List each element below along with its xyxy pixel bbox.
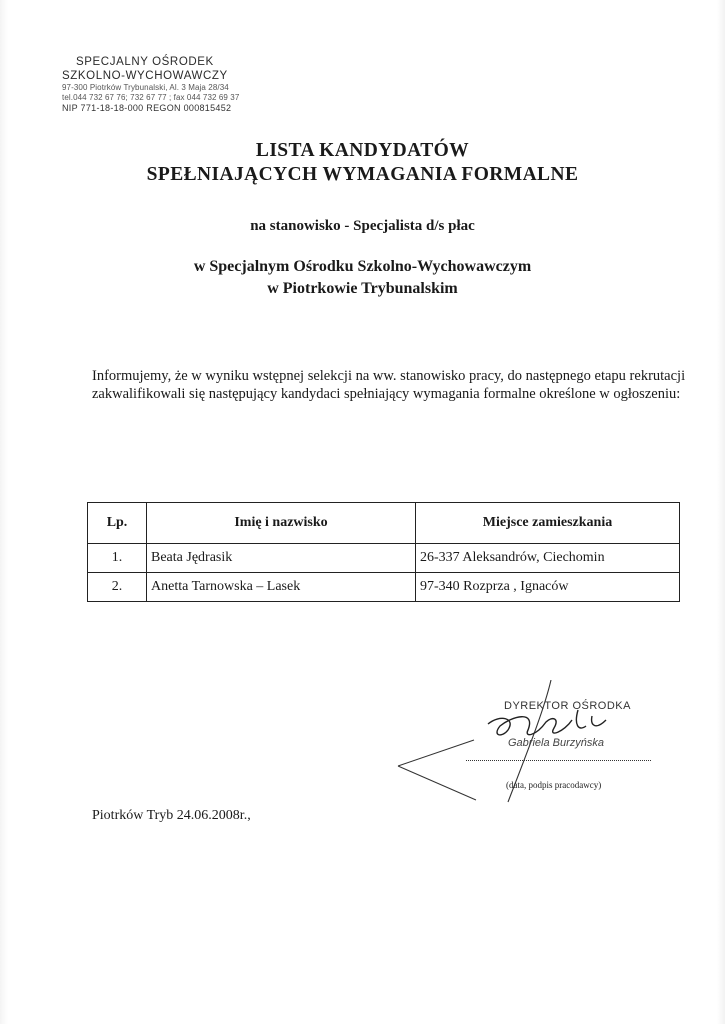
row-place: 97-340 Rozprza , Ignaców bbox=[416, 573, 680, 602]
stamp-ids: NIP 771-18-18-000 REGON 000815452 bbox=[62, 103, 232, 113]
header-place: Miejsce zamieszkania bbox=[416, 503, 680, 544]
signature-title: DYREKTOR OŚRODKA bbox=[504, 700, 631, 712]
table-row bbox=[88, 573, 680, 602]
header-lp: Lp. bbox=[88, 503, 147, 544]
signature-name: Gabriela Burzyńska bbox=[508, 737, 604, 749]
signature-block bbox=[396, 680, 696, 810]
table-row bbox=[88, 544, 680, 573]
institution-line-2: w Piotrkowie Trybunalskim bbox=[267, 280, 458, 297]
row-lp: 1. bbox=[88, 544, 147, 573]
intro-paragraph: Informujemy, że w wyniku wstępnej selekcji na ww. stanowisko pracy, do następnego etapu rekrutacji zakwalifikowali się następujący kandydaci spełniający wymagania formalne określone w ogłoszeniu: bbox=[92, 368, 686, 402]
position-line: na stanowisko - Specjalista d/s płac bbox=[250, 218, 475, 234]
document-title-line-2: SPEŁNIAJĄCYCH WYMAGANIA FORMALNE bbox=[146, 164, 579, 185]
candidates-table bbox=[87, 502, 680, 602]
stamp-line-1: SPECJALNY OŚRODEK bbox=[76, 56, 214, 68]
header-name: Imię i nazwisko bbox=[147, 503, 416, 544]
signature-caption: (data, podpis pracodawcy) bbox=[506, 780, 602, 790]
stamp-line-2: SZKOLNO-WYCHOWAWCZY bbox=[62, 70, 228, 82]
document-title-line-1: LISTA KANDYDATÓW bbox=[255, 140, 470, 161]
table-header-row bbox=[88, 503, 680, 544]
row-name: Beata Jędrasik bbox=[147, 544, 416, 573]
stamp-phones: tel.044 732 67 76; 732 67 77 ; fax 044 732 69 37 bbox=[62, 93, 240, 102]
row-name: Anetta Tarnowska – Lasek bbox=[147, 573, 416, 602]
row-place: 26-337 Aleksandrów, Ciechomin bbox=[416, 544, 680, 573]
place-and-date: Piotrków Tryb 24.06.2008r., bbox=[92, 808, 251, 823]
signature-dotted-line bbox=[466, 760, 651, 761]
row-lp: 2. bbox=[88, 573, 147, 602]
institution-line-1: w Specjalnym Ośrodku Szkolno-Wychowawczym bbox=[193, 258, 532, 275]
stamp-address: 97-300 Piotrków Trybunalski, Al. 3 Maja 28/34 bbox=[62, 83, 229, 92]
institution-stamp bbox=[62, 55, 272, 114]
